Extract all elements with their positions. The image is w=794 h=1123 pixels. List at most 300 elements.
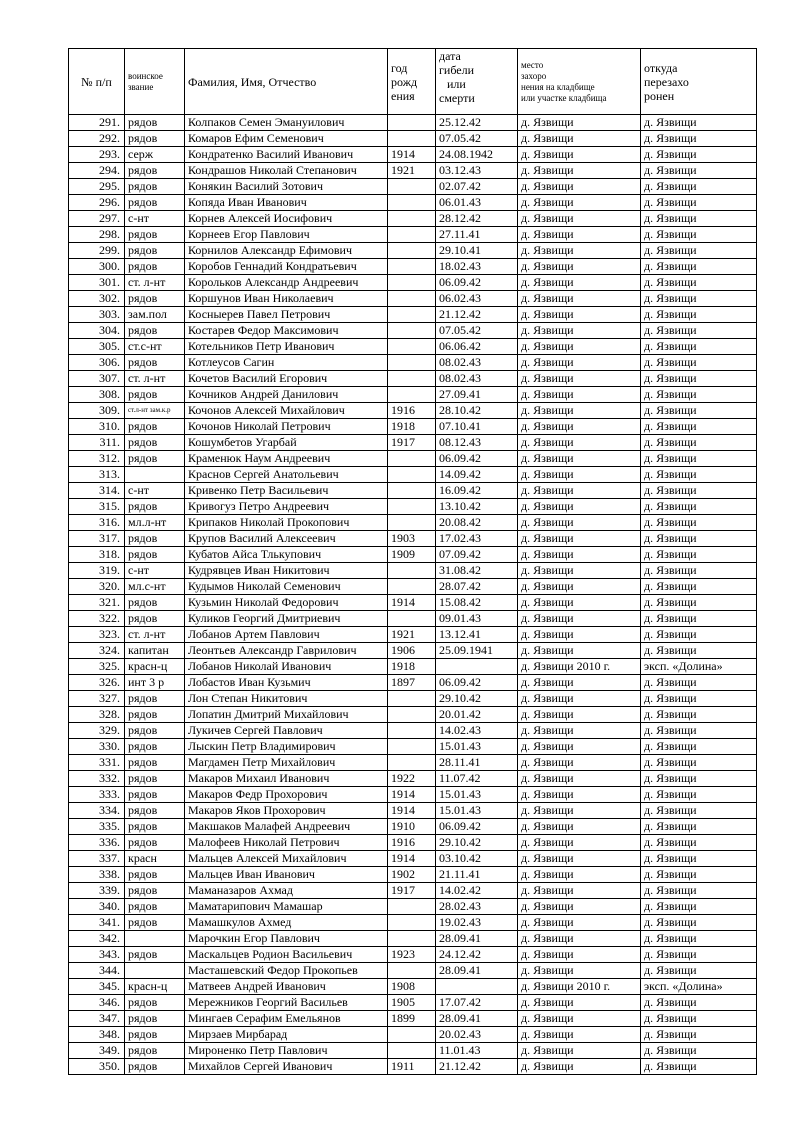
death-date-cell: 08.02.43 (436, 355, 518, 371)
full-name-cell: Михайлов Сергей Иванович (185, 1059, 388, 1075)
death-date-cell: 20.08.42 (436, 515, 518, 531)
death-date-cell: 03.12.43 (436, 163, 518, 179)
header-burial-line: нения на кладбище (521, 81, 595, 92)
death-date-cell: 06.02.43 (436, 291, 518, 307)
table-row (69, 179, 757, 195)
row-number: 335. (69, 819, 125, 835)
death-date-cell: 09.01.43 (436, 611, 518, 627)
table-row (69, 499, 757, 515)
reburied-from-cell: д. Язвищи (641, 227, 757, 243)
table-body (69, 115, 757, 1075)
table-row (69, 755, 757, 771)
burial-place-cell: д. Язвищи (518, 275, 641, 291)
rank-cell: ст.с-нт (125, 339, 185, 355)
rank-cell: ст. л-нт (125, 371, 185, 387)
rank-cell: рядов (125, 355, 185, 371)
birth-year-cell: 1923 (388, 947, 436, 963)
table-row (69, 915, 757, 931)
death-date-cell: 14.09.42 (436, 467, 518, 483)
reburied-from-cell: д. Язвищи (641, 563, 757, 579)
rank-cell: красн-ц (125, 979, 185, 995)
reburied-from-cell: д. Язвищи (641, 451, 757, 467)
rank-cell: рядов (125, 163, 185, 179)
rank-cell: мл.с-нт (125, 579, 185, 595)
full-name-cell: Мальцев Алексей Михайлович (185, 851, 388, 867)
death-date-cell: 24.12.42 (436, 947, 518, 963)
row-number: 334. (69, 803, 125, 819)
burial-place-cell: д. Язвищи (518, 531, 641, 547)
death-date-cell: 14.02.43 (436, 723, 518, 739)
death-date-cell: 18.02.43 (436, 259, 518, 275)
row-number: 325. (69, 659, 125, 675)
reburied-from-cell: д. Язвищи (641, 899, 757, 915)
burial-place-cell: д. Язвищи (518, 595, 641, 611)
full-name-cell: Леонтьев Александр Гаврилович (185, 643, 388, 659)
death-date-cell: 28.09.41 (436, 931, 518, 947)
full-name-cell: Корольков Александр Андреевич (185, 275, 388, 291)
row-number: 303. (69, 307, 125, 323)
row-number: 327. (69, 691, 125, 707)
burial-place-cell: д. Язвищи (518, 195, 641, 211)
reburied-from-cell: д. Язвищи (641, 851, 757, 867)
reburied-from-cell: д. Язвищи (641, 643, 757, 659)
burial-place-cell: д. Язвищи (518, 435, 641, 451)
death-date-cell: 25.12.42 (436, 115, 518, 131)
full-name-cell: Лопатин Дмитрий Михайлович (185, 707, 388, 723)
burial-place-cell: д. Язвищи (518, 1011, 641, 1027)
birth-year-cell (388, 195, 436, 211)
table-row (69, 627, 757, 643)
table-row (69, 803, 757, 819)
birth-year-cell (388, 915, 436, 931)
table-row (69, 403, 757, 419)
full-name-cell: Костарев Федор Максимович (185, 323, 388, 339)
burial-place-cell: д. Язвищи (518, 483, 641, 499)
burial-place-cell: д. Язвищи (518, 547, 641, 563)
burial-place-cell: д. Язвищи (518, 739, 641, 755)
burial-place-cell: д. Язвищи (518, 227, 641, 243)
rank-cell: красн (125, 851, 185, 867)
full-name-cell: Коршунов Иван Николаевич (185, 291, 388, 307)
header-death-line: смерти (439, 91, 475, 105)
rank-cell: рядов (125, 691, 185, 707)
reburied-from-cell: д. Язвищи (641, 1043, 757, 1059)
birth-year-cell: 1914 (388, 851, 436, 867)
birth-year-cell (388, 467, 436, 483)
table-row (69, 419, 757, 435)
birth-year-cell (388, 259, 436, 275)
rank-cell: рядов (125, 611, 185, 627)
row-number: 296. (69, 195, 125, 211)
table-row (69, 355, 757, 371)
reburied-from-cell: д. Язвищи (641, 723, 757, 739)
table-row (69, 1059, 757, 1075)
full-name-cell: Мирзаев Мирбарад (185, 1027, 388, 1043)
row-number: 341. (69, 915, 125, 931)
reburied-from-cell: д. Язвищи (641, 531, 757, 547)
death-date-cell: 28.09.41 (436, 963, 518, 979)
table-row (69, 323, 757, 339)
reburied-from-cell: д. Язвищи (641, 115, 757, 131)
table-row (69, 339, 757, 355)
burial-place-cell: д. Язвищи (518, 147, 641, 163)
row-number: 301. (69, 275, 125, 291)
death-date-cell: 15.01.43 (436, 739, 518, 755)
header-death-line: гибели (439, 63, 475, 77)
death-date-cell: 28.10.42 (436, 403, 518, 419)
table-row (69, 819, 757, 835)
reburied-from-cell: д. Язвищи (641, 387, 757, 403)
row-number: 348. (69, 1027, 125, 1043)
full-name-cell: Комаров Ефим Семенович (185, 131, 388, 147)
reburied-from-cell: д. Язвищи (641, 739, 757, 755)
row-number: 312. (69, 451, 125, 467)
table-row (69, 275, 757, 291)
rank-cell (125, 467, 185, 483)
reburied-from-cell: д. Язвищи (641, 515, 757, 531)
table-row (69, 1011, 757, 1027)
rank-cell: рядов (125, 595, 185, 611)
death-date-cell: 14.02.42 (436, 883, 518, 899)
burial-place-cell: д. Язвищи (518, 787, 641, 803)
reburied-from-cell: д. Язвищи (641, 483, 757, 499)
death-date-cell: 13.12.41 (436, 627, 518, 643)
birth-year-cell: 1914 (388, 803, 436, 819)
row-number: 345. (69, 979, 125, 995)
birth-year-cell (388, 451, 436, 467)
table-row (69, 147, 757, 163)
burial-place-cell: д. Язвищи (518, 835, 641, 851)
death-date-cell: 17.02.43 (436, 531, 518, 547)
birth-year-cell (388, 1043, 436, 1059)
death-date-cell: 06.09.42 (436, 675, 518, 691)
birth-year-cell (388, 355, 436, 371)
death-date-cell: 07.10.41 (436, 419, 518, 435)
burial-place-cell: д. Язвищи (518, 291, 641, 307)
rank-cell: рядов (125, 915, 185, 931)
rank-cell: зам.пол (125, 307, 185, 323)
death-date-cell: 11.01.43 (436, 1043, 518, 1059)
birth-year-cell: 1921 (388, 627, 436, 643)
rank-cell: рядов (125, 131, 185, 147)
rank-cell: рядов (125, 883, 185, 899)
death-date-cell: 07.05.42 (436, 323, 518, 339)
row-number: 300. (69, 259, 125, 275)
rank-cell: рядов (125, 739, 185, 755)
reburied-from-cell: д. Язвищи (641, 931, 757, 947)
death-date-cell: 15.01.43 (436, 787, 518, 803)
burial-place-cell: д. Язвищи 2010 г. (518, 659, 641, 675)
full-name-cell: Кочонов Николай Петрович (185, 419, 388, 435)
death-date-cell: 21.12.42 (436, 307, 518, 323)
burial-place-cell: д. Язвищи (518, 307, 641, 323)
rank-cell: рядов (125, 819, 185, 835)
burial-place-cell: д. Язвищи (518, 883, 641, 899)
burial-place-cell: д. Язвищи (518, 627, 641, 643)
reburied-from-cell: д. Язвищи (641, 579, 757, 595)
rank-cell: рядов (125, 531, 185, 547)
death-date-cell: 07.09.42 (436, 547, 518, 563)
death-date-cell: 29.10.41 (436, 243, 518, 259)
full-name-cell: Котлеусов Сагин (185, 355, 388, 371)
rank-cell: рядов (125, 547, 185, 563)
row-number: 313. (69, 467, 125, 483)
row-number: 350. (69, 1059, 125, 1075)
row-number: 321. (69, 595, 125, 611)
burial-place-cell: д. Язвищи (518, 1059, 641, 1075)
table-row (69, 835, 757, 851)
reburied-from-cell: д. Язвищи (641, 1011, 757, 1027)
birth-year-cell: 1905 (388, 995, 436, 1011)
rank-cell: рядов (125, 1043, 185, 1059)
row-number: 295. (69, 179, 125, 195)
reburied-from-cell: д. Язвищи (641, 323, 757, 339)
full-name-cell: Матвеев Андрей Иванович (185, 979, 388, 995)
burial-place-cell: д. Язвищи (518, 755, 641, 771)
reburied-from-cell: эксп. «Долина» (641, 979, 757, 995)
full-name-cell: Мережников Георгий Васильев (185, 995, 388, 1011)
header-from-line: ронен (644, 88, 675, 103)
full-name-cell: Кондратенко Василий Иванович (185, 147, 388, 163)
full-name-cell: Кочников Андрей Данилович (185, 387, 388, 403)
full-name-cell: Лобанов Артем Павлович (185, 627, 388, 643)
burial-place-cell: д. Язвищи (518, 867, 641, 883)
full-name-cell: Кочонов Алексей Михайлович (185, 403, 388, 419)
birth-year-cell: 1917 (388, 435, 436, 451)
birth-year-cell (388, 931, 436, 947)
row-number: 323. (69, 627, 125, 643)
header-birth-year (388, 49, 436, 115)
rank-cell: рядов (125, 947, 185, 963)
full-name-cell: Кочетов Василий Егорович (185, 371, 388, 387)
birth-year-cell: 1911 (388, 1059, 436, 1075)
row-number: 309. (69, 403, 125, 419)
burial-place-cell: д. Язвищи (518, 371, 641, 387)
reburied-from-cell: д. Язвищи (641, 371, 757, 387)
death-date-cell: 19.02.43 (436, 915, 518, 931)
table-row (69, 1043, 757, 1059)
full-name-cell: Лукичев Сергей Павлович (185, 723, 388, 739)
row-number: 322. (69, 611, 125, 627)
full-name-cell: Маскальцев Родион Васильевич (185, 947, 388, 963)
table-row (69, 1027, 757, 1043)
birth-year-cell (388, 899, 436, 915)
rank-cell: рядов (125, 899, 185, 915)
full-name-cell: Корнеев Егор Павлович (185, 227, 388, 243)
full-name-cell: Мамашкулов Ахмед (185, 915, 388, 931)
table-row (69, 723, 757, 739)
rank-cell: рядов (125, 1011, 185, 1027)
row-number: 333. (69, 787, 125, 803)
birth-year-cell: 1921 (388, 163, 436, 179)
burial-place-cell: д. Язвищи (518, 707, 641, 723)
burial-place-cell: д. Язвищи (518, 851, 641, 867)
burial-place-cell: д. Язвищи (518, 1043, 641, 1059)
row-number: 306. (69, 355, 125, 371)
death-date-cell: 25.09.1941 (436, 643, 518, 659)
reburied-from-cell: д. Язвищи (641, 1059, 757, 1075)
header-burial-line: захоро (521, 70, 547, 81)
header-birth-line: ения (391, 88, 415, 103)
row-number: 314. (69, 483, 125, 499)
birth-year-cell: 1908 (388, 979, 436, 995)
full-name-cell: Мингаев Серафим Емельянов (185, 1011, 388, 1027)
reburied-from-cell: д. Язвищи (641, 707, 757, 723)
table-row (69, 371, 757, 387)
reburied-from-cell: д. Язвищи (641, 419, 757, 435)
rank-cell: рядов (125, 755, 185, 771)
table-row (69, 995, 757, 1011)
full-name-cell: Лон Степан Никитович (185, 691, 388, 707)
row-number: 331. (69, 755, 125, 771)
row-number: 343. (69, 947, 125, 963)
birth-year-cell (388, 1027, 436, 1043)
table-row (69, 771, 757, 787)
full-name-cell: Лобанов Николай Иванович (185, 659, 388, 675)
table-header (69, 49, 757, 115)
table-row (69, 387, 757, 403)
table-row (69, 227, 757, 243)
burial-place-cell: д. Язвищи (518, 499, 641, 515)
burial-place-cell: д. Язвищи (518, 467, 641, 483)
row-number: 329. (69, 723, 125, 739)
birth-year-cell (388, 499, 436, 515)
burial-place-cell: д. Язвищи 2010 г. (518, 979, 641, 995)
full-name-cell: Куликов Георгий Дмитриевич (185, 611, 388, 627)
row-number: 315. (69, 499, 125, 515)
death-date-cell: 07.05.42 (436, 131, 518, 147)
full-name-cell: Маманазаров Ахмад (185, 883, 388, 899)
birth-year-cell: 1916 (388, 403, 436, 419)
rank-cell: рядов (125, 435, 185, 451)
rank-cell: ст. л-нт (125, 627, 185, 643)
birth-year-cell (388, 739, 436, 755)
birth-year-cell (388, 963, 436, 979)
burial-place-cell: д. Язвищи (518, 323, 641, 339)
reburied-from-cell: д. Язвищи (641, 435, 757, 451)
death-date-cell: 06.01.43 (436, 195, 518, 211)
burial-place-cell: д. Язвищи (518, 611, 641, 627)
burial-place-cell: д. Язвищи (518, 803, 641, 819)
table-row (69, 211, 757, 227)
birth-year-cell (388, 179, 436, 195)
reburied-from-cell: д. Язвищи (641, 883, 757, 899)
death-date-cell: 27.09.41 (436, 387, 518, 403)
burial-place-cell: д. Язвищи (518, 899, 641, 915)
full-name-cell: Лобастов Иван Кузьмич (185, 675, 388, 691)
burial-place-cell: д. Язвищи (518, 451, 641, 467)
rank-cell: рядов (125, 1059, 185, 1075)
rank-cell: рядов (125, 419, 185, 435)
row-number: 308. (69, 387, 125, 403)
death-date-cell: 08.12.43 (436, 435, 518, 451)
rank-cell: рядов (125, 259, 185, 275)
full-name-cell: Масташевский Федор Прокопьев (185, 963, 388, 979)
reburied-from-cell: д. Язвищи (641, 339, 757, 355)
rank-cell: рядов (125, 291, 185, 307)
header-burial-line: или участке кладбища (521, 92, 607, 103)
birth-year-cell (388, 115, 436, 131)
reburied-from-cell: д. Язвищи (641, 691, 757, 707)
table-row (69, 659, 757, 675)
burial-place-cell: д. Язвищи (518, 163, 641, 179)
burial-place-cell: д. Язвищи (518, 915, 641, 931)
rank-cell (125, 963, 185, 979)
burial-place-cell: д. Язвищи (518, 579, 641, 595)
death-date-cell: 21.11.41 (436, 867, 518, 883)
reburied-from-cell: д. Язвищи (641, 995, 757, 1011)
birth-year-cell: 1917 (388, 883, 436, 899)
burial-place-cell: д. Язвищи (518, 211, 641, 227)
full-name-cell: Косныерев Павел Петрович (185, 307, 388, 323)
reburied-from-cell: д. Язвищи (641, 835, 757, 851)
table-row (69, 579, 757, 595)
rank-cell: ст.л-нт зам.к.р (125, 403, 185, 419)
reburied-from-cell: д. Язвищи (641, 771, 757, 787)
table-row (69, 483, 757, 499)
burial-place-cell: д. Язвищи (518, 387, 641, 403)
full-name-cell: Марочкин Егор Павлович (185, 931, 388, 947)
row-number: 320. (69, 579, 125, 595)
reburied-from-cell: д. Язвищи (641, 147, 757, 163)
birth-year-cell: 1910 (388, 819, 436, 835)
burial-place-cell: д. Язвищи (518, 419, 641, 435)
birth-year-cell (388, 515, 436, 531)
rank-cell: рядов (125, 835, 185, 851)
row-number: 319. (69, 563, 125, 579)
table-row (69, 467, 757, 483)
reburied-from-cell: д. Язвищи (641, 867, 757, 883)
rank-cell: красн-ц (125, 659, 185, 675)
full-name-cell: Макаров Федр Прохорович (185, 787, 388, 803)
row-number: 330. (69, 739, 125, 755)
death-date-cell: 27.11.41 (436, 227, 518, 243)
reburied-from-cell: д. Язвищи (641, 787, 757, 803)
reburied-from-cell: д. Язвищи (641, 211, 757, 227)
burial-place-cell: д. Язвищи (518, 931, 641, 947)
death-date-cell: 16.09.42 (436, 483, 518, 499)
death-date-cell: 02.07.42 (436, 179, 518, 195)
burial-place-cell: д. Язвищи (518, 819, 641, 835)
rank-cell: с-нт (125, 483, 185, 499)
birth-year-cell (388, 563, 436, 579)
burial-place-cell: д. Язвищи (518, 515, 641, 531)
full-name-cell: Копяда Иван Иванович (185, 195, 388, 211)
burial-place-cell: д. Язвищи (518, 339, 641, 355)
burial-list-table (68, 48, 757, 1075)
birth-year-cell (388, 579, 436, 595)
reburied-from-cell: д. Язвищи (641, 243, 757, 259)
birth-year-cell (388, 707, 436, 723)
burial-place-cell: д. Язвищи (518, 1027, 641, 1043)
birth-year-cell: 1914 (388, 787, 436, 803)
table-row (69, 115, 757, 131)
row-number: 302. (69, 291, 125, 307)
reburied-from-cell: д. Язвищи (641, 627, 757, 643)
row-number: 316. (69, 515, 125, 531)
rank-cell: рядов (125, 227, 185, 243)
rank-cell: рядов (125, 1027, 185, 1043)
rank-cell: серж (125, 147, 185, 163)
death-date-cell: 06.09.42 (436, 819, 518, 835)
table-row (69, 851, 757, 867)
row-number: 326. (69, 675, 125, 691)
header-from-line: откуда (644, 60, 678, 75)
full-name-cell: Лыскин Петр Владимирович (185, 739, 388, 755)
birth-year-cell: 1897 (388, 675, 436, 691)
full-name-cell: Кошумбетов Угарбай (185, 435, 388, 451)
table-row (69, 691, 757, 707)
